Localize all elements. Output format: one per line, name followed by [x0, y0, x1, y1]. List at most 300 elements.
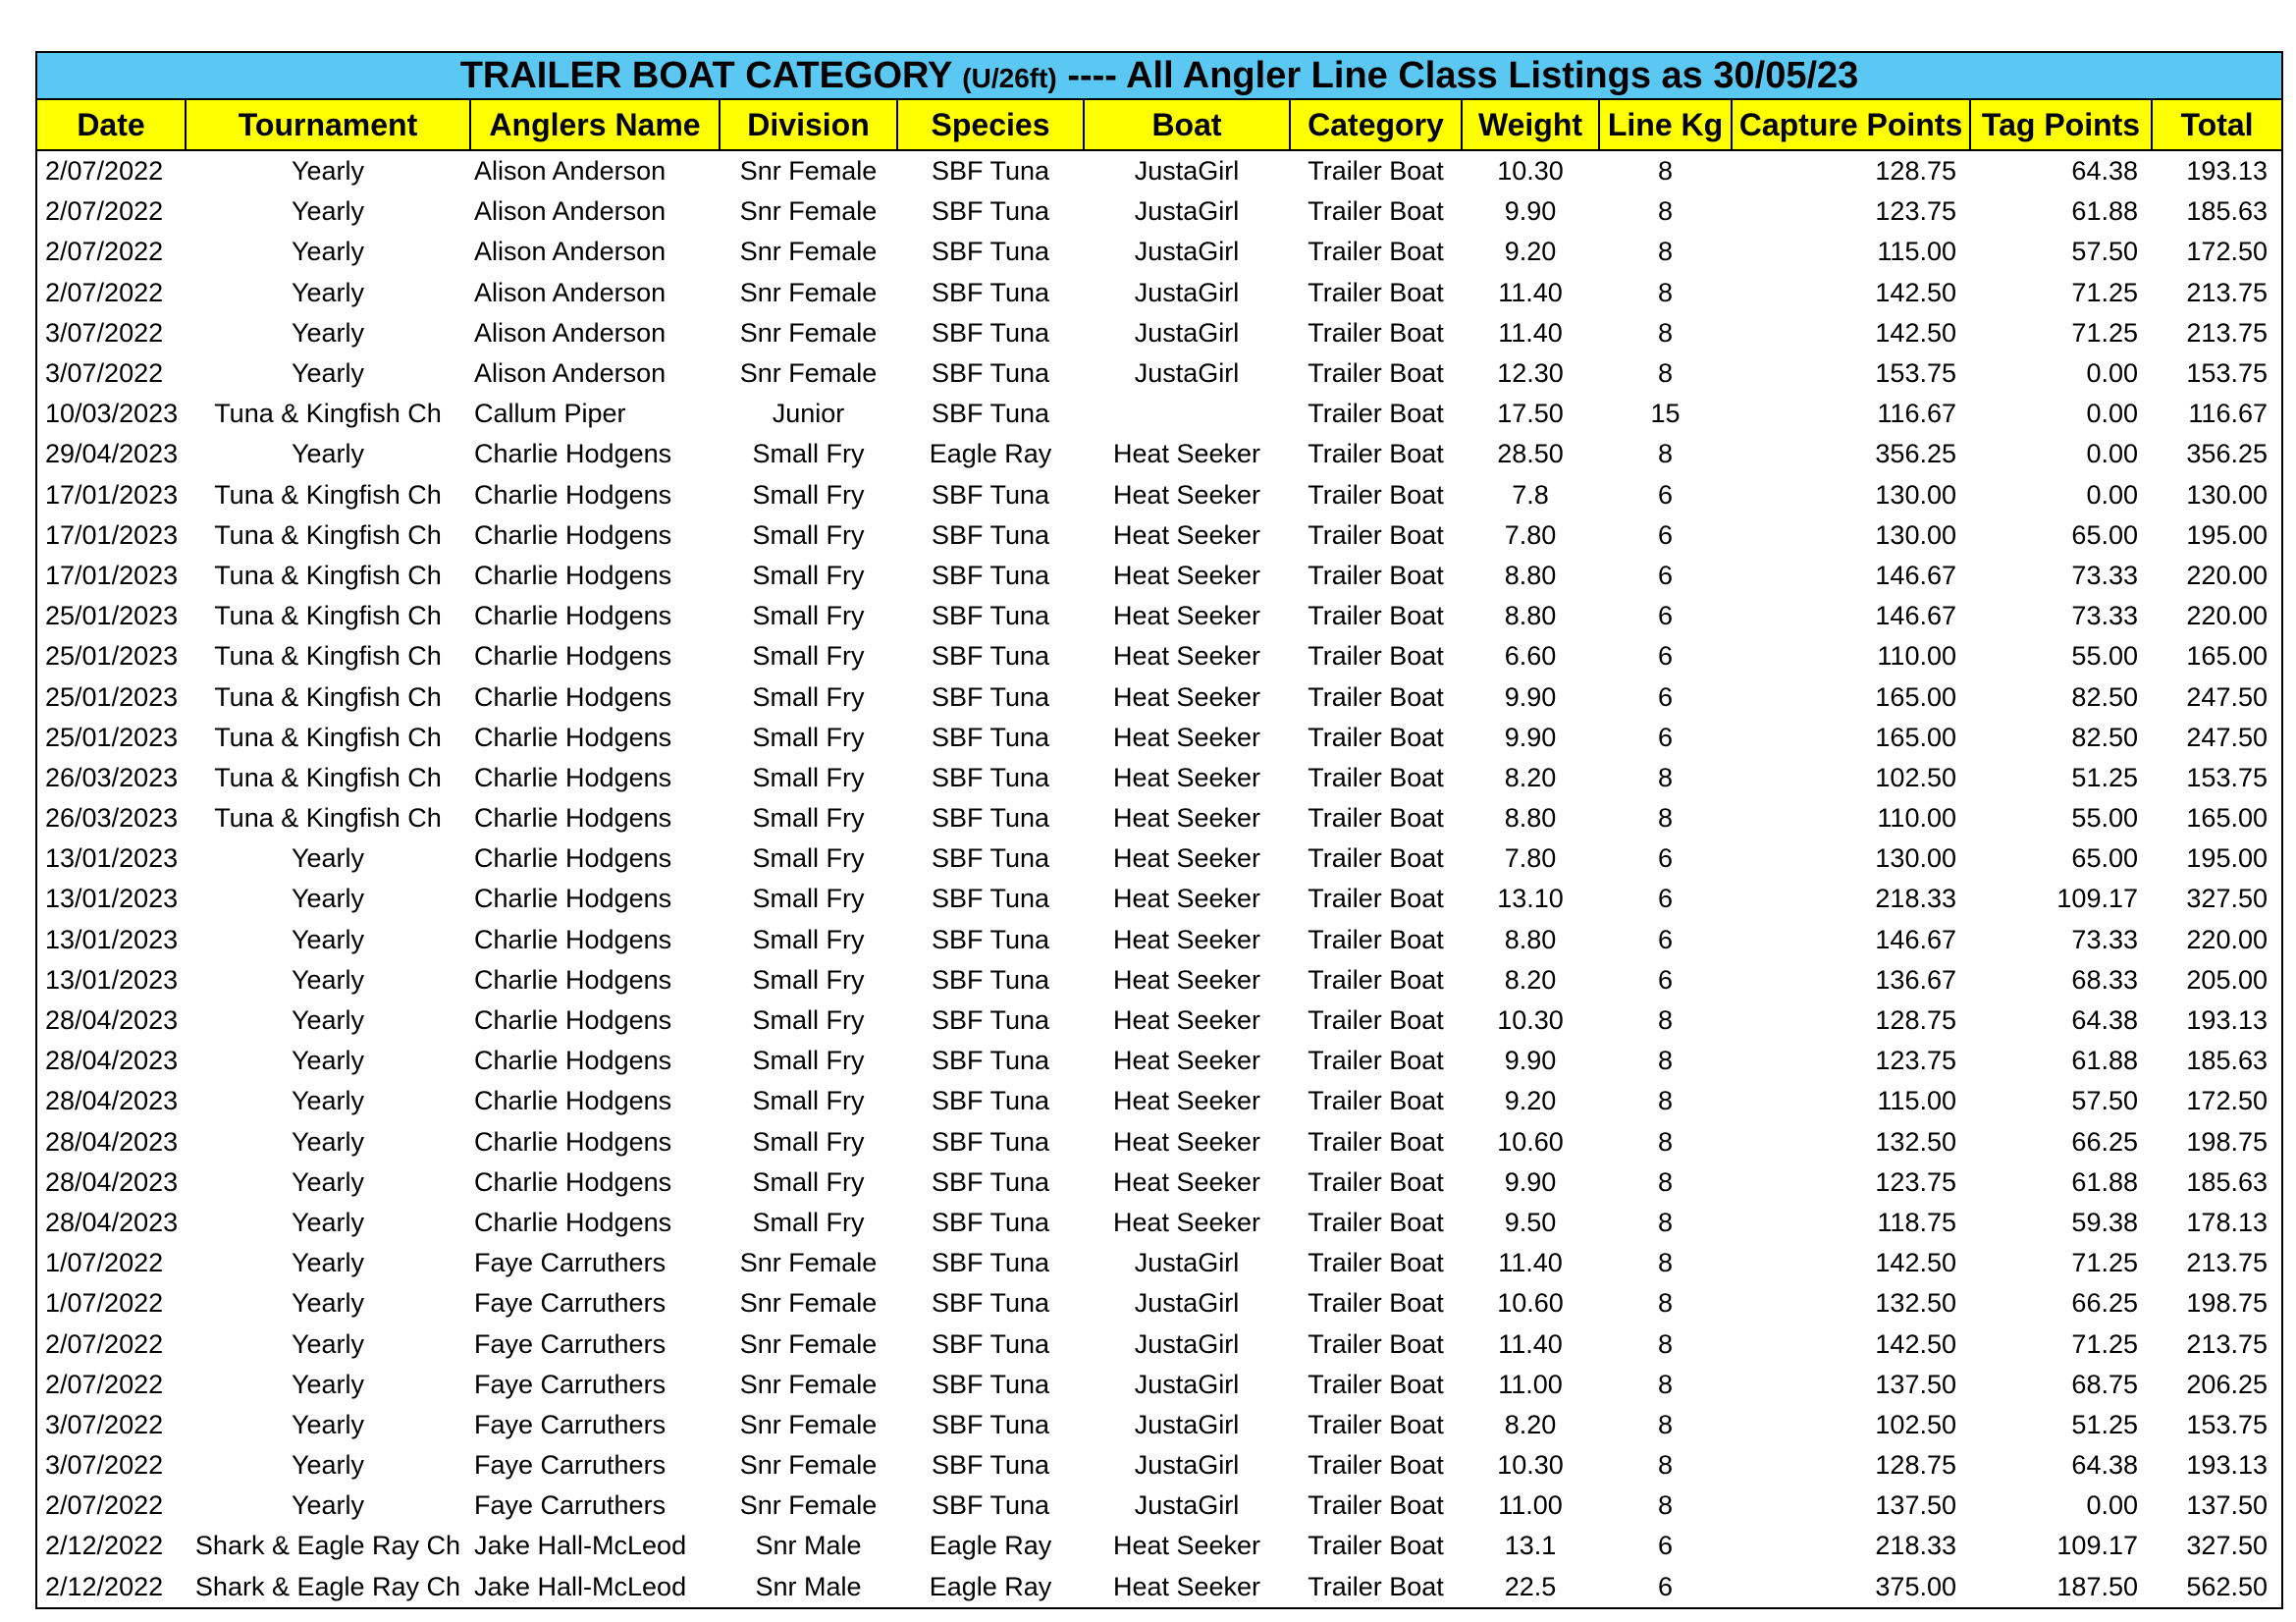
tournament-cell: Yearly [291, 1207, 365, 1237]
tournament-cell: Yearly [291, 1005, 365, 1036]
total-cell: 193.13 [2186, 1450, 2268, 1481]
capture-points-cell: 165.00 [1875, 681, 1956, 712]
angler-name-cell: Alison Anderson [474, 196, 667, 227]
boat-cell: Heat Seeker [1112, 601, 1261, 631]
tournament-cell: Yearly [291, 317, 365, 348]
species-cell: SBF Tuna [931, 1248, 1050, 1278]
angler-name-cell: Charlie Hodgens [474, 1126, 672, 1157]
tournament-cell: Tuna & Kingfish Ch [214, 479, 442, 510]
date-cell: 29/04/2023 [45, 439, 179, 469]
division-cell: Snr Female [739, 277, 878, 307]
title-suffix: ---- All Angler Line Class Listings as 30/05/23 [1067, 55, 1859, 96]
division-cell: Snr Female [739, 1369, 878, 1399]
line-kg-cell: 15 [1650, 399, 1681, 429]
angler-name-cell: Faye Carruthers [474, 1369, 667, 1399]
weight-cell: 8.80 [1504, 803, 1557, 834]
weight-cell: 9.90 [1504, 681, 1557, 712]
total-cell: 116.67 [2188, 399, 2268, 429]
tournament-cell: Yearly [291, 1409, 365, 1439]
weight-cell: 28.50 [1497, 439, 1564, 469]
weight-cell: 10.30 [1497, 1005, 1564, 1036]
category-cell: Trailer Boat [1308, 439, 1444, 469]
weight-cell: 10.30 [1497, 156, 1564, 187]
weight-cell: 8.20 [1504, 964, 1557, 995]
boat-cell: JustaGirl [1134, 1248, 1240, 1278]
capture-points-cell: 218.33 [1875, 884, 1956, 914]
species-cell: SBF Tuna [931, 560, 1050, 590]
category-cell: Trailer Boat [1308, 1450, 1444, 1481]
table-row [37, 676, 2281, 717]
date-cell: 3/07/2022 [45, 317, 164, 348]
species-cell: SBF Tuna [931, 479, 1050, 510]
table-row [37, 353, 2281, 394]
category-cell: Trailer Boat [1308, 722, 1444, 752]
table-row [37, 1203, 2281, 1243]
boat-cell: Heat Seeker [1112, 1046, 1261, 1076]
boat-cell: Heat Seeker [1112, 560, 1261, 590]
angler-name-cell: Charlie Hodgens [474, 762, 672, 792]
boat-cell: Heat Seeker [1112, 803, 1261, 834]
tag-points-cell: 64.38 [2071, 1005, 2138, 1036]
capture-points-cell: 142.50 [1875, 277, 1956, 307]
capture-points-cell: 146.67 [1875, 560, 1956, 590]
capture-points-cell: 123.75 [1875, 196, 1956, 227]
capture-points-cell: 146.67 [1875, 924, 1956, 954]
weight-cell: 9.90 [1504, 722, 1557, 752]
line-kg-cell: 8 [1657, 237, 1674, 267]
species-cell: SBF Tuna [931, 843, 1050, 874]
tournament-cell: Tuna & Kingfish Ch [214, 560, 442, 590]
category-cell: Trailer Boat [1308, 601, 1444, 631]
division-cell: Snr Female [739, 317, 878, 348]
capture-points-cell: 153.75 [1875, 358, 1956, 389]
capture-points-cell: 218.33 [1875, 1531, 1956, 1561]
species-cell: SBF Tuna [931, 237, 1050, 267]
angler-name-cell: Alison Anderson [474, 237, 667, 267]
boat-cell: Heat Seeker [1112, 641, 1261, 672]
tag-points-cell: 82.50 [2071, 681, 2138, 712]
division-cell: Snr Female [739, 196, 878, 227]
angler-name-cell: Alison Anderson [474, 156, 667, 187]
category-cell: Trailer Boat [1308, 358, 1444, 389]
weight-cell: 8.20 [1504, 762, 1557, 792]
total-cell: 206.25 [2186, 1369, 2268, 1399]
total-cell: 356.25 [2186, 439, 2268, 469]
tag-points-cell: 109.17 [2056, 1531, 2138, 1561]
table-row [37, 636, 2281, 676]
species-cell: SBF Tuna [931, 641, 1050, 672]
division-cell: Snr Female [739, 1288, 878, 1319]
angler-name-cell: Faye Carruthers [474, 1409, 667, 1439]
tag-points-cell: 64.38 [2071, 156, 2138, 187]
weight-cell: 7.80 [1504, 843, 1557, 874]
line-kg-cell: 8 [1657, 1166, 1674, 1197]
total-cell: 220.00 [2186, 601, 2268, 631]
tournament-cell: Yearly [291, 1248, 365, 1278]
division-cell: Snr Female [739, 156, 878, 187]
category-cell: Trailer Boat [1308, 1409, 1444, 1439]
line-kg-cell: 6 [1657, 924, 1674, 954]
species-cell: SBF Tuna [931, 1409, 1050, 1439]
tournament-cell: Yearly [291, 439, 365, 469]
tournament-cell: Yearly [291, 1369, 365, 1399]
capture-points-cell: 116.67 [1877, 399, 1956, 429]
category-cell: Trailer Boat [1308, 519, 1444, 550]
table-row [37, 232, 2281, 272]
total-cell: 153.75 [2186, 762, 2268, 792]
division-cell: Small Fry [752, 560, 865, 590]
boat-cell: Heat Seeker [1112, 762, 1261, 792]
listing-sheet [35, 51, 2283, 1609]
tournament-cell: Yearly [291, 1450, 365, 1481]
total-cell: 172.50 [2186, 1086, 2268, 1116]
division-cell: Small Fry [752, 1005, 865, 1036]
tag-points-cell: 0.00 [2086, 1490, 2138, 1521]
date-cell: 13/01/2023 [45, 964, 179, 995]
tag-points-cell: 68.75 [2071, 1369, 2138, 1399]
total-cell: 213.75 [2186, 317, 2268, 348]
date-cell: 2/07/2022 [45, 237, 164, 267]
date-cell: 28/04/2023 [45, 1207, 179, 1237]
table-row [37, 394, 2281, 434]
capture-points-cell: 356.25 [1875, 439, 1956, 469]
boat-cell: JustaGirl [1134, 317, 1240, 348]
boat-cell: JustaGirl [1134, 1450, 1240, 1481]
tag-points-cell: 73.33 [2071, 560, 2138, 590]
line-kg-cell: 6 [1657, 601, 1674, 631]
tournament-cell: Tuna & Kingfish Ch [214, 803, 442, 834]
capture-points-cell: 102.50 [1875, 762, 1956, 792]
tag-points-cell: 65.00 [2071, 519, 2138, 550]
weight-cell: 8.80 [1504, 601, 1557, 631]
boat-cell: Heat Seeker [1112, 884, 1261, 914]
date-cell: 28/04/2023 [45, 1046, 179, 1076]
angler-name-cell: Faye Carruthers [474, 1328, 667, 1359]
tournament-cell: Yearly [291, 1490, 365, 1521]
date-cell: 26/03/2023 [45, 762, 179, 792]
capture-points-cell: 375.00 [1875, 1571, 1956, 1601]
col-header-species: Species [897, 100, 1084, 150]
capture-points-cell: 142.50 [1875, 317, 1956, 348]
table-row [37, 1365, 2281, 1405]
category-cell: Trailer Boat [1308, 560, 1444, 590]
col-header-tag-points: Tag Points [1970, 100, 2152, 150]
angler-name-cell: Charlie Hodgens [474, 479, 672, 510]
tag-points-cell: 73.33 [2071, 924, 2138, 954]
species-cell: SBF Tuna [931, 519, 1050, 550]
weight-cell: 11.00 [1498, 1490, 1563, 1521]
tag-points-cell: 61.88 [2071, 1166, 2138, 1197]
tournament-cell: Shark & Eagle Ray Ch [194, 1571, 461, 1601]
date-cell: 2/07/2022 [45, 1490, 164, 1521]
category-cell: Trailer Boat [1308, 1086, 1444, 1116]
col-header-tournament: Tournament [186, 100, 470, 150]
tag-points-cell: 109.17 [2056, 884, 2138, 914]
species-cell: SBF Tuna [931, 1490, 1050, 1521]
angler-name-cell: Charlie Hodgens [474, 843, 672, 874]
table-row [37, 758, 2281, 798]
capture-points-cell: 130.00 [1875, 479, 1956, 510]
tournament-cell: Yearly [291, 277, 365, 307]
tag-points-cell: 65.00 [2071, 843, 2138, 874]
species-cell: Eagle Ray [929, 1571, 1052, 1601]
total-cell: 137.50 [2186, 1490, 2268, 1521]
date-cell: 28/04/2023 [45, 1126, 179, 1157]
table-row [37, 1324, 2281, 1364]
angler-name-cell: Charlie Hodgens [474, 641, 672, 672]
tag-points-cell: 59.38 [2071, 1207, 2138, 1237]
angler-name-cell: Alison Anderson [474, 277, 667, 307]
boat-cell: Heat Seeker [1112, 924, 1261, 954]
table-row [37, 1243, 2281, 1283]
capture-points-cell: 132.50 [1875, 1126, 1956, 1157]
category-cell: Trailer Boat [1308, 1571, 1444, 1601]
date-cell: 13/01/2023 [45, 924, 179, 954]
angler-name-cell: Charlie Hodgens [474, 1046, 672, 1076]
table-row [37, 1283, 2281, 1324]
date-cell: 3/07/2022 [45, 1409, 164, 1439]
table-row [37, 515, 2281, 556]
weight-cell: 12.30 [1497, 358, 1564, 389]
line-kg-cell: 8 [1657, 277, 1674, 307]
date-cell: 2/07/2022 [45, 196, 164, 227]
angler-name-cell: Charlie Hodgens [474, 681, 672, 712]
capture-points-cell: 142.50 [1875, 1328, 1956, 1359]
capture-points-cell: 130.00 [1875, 519, 1956, 550]
date-cell: 3/07/2022 [45, 358, 164, 389]
table-row [37, 556, 2281, 596]
table-row [37, 798, 2281, 838]
date-cell: 13/01/2023 [45, 843, 179, 874]
species-cell: SBF Tuna [931, 722, 1050, 752]
date-cell: 25/01/2023 [45, 601, 179, 631]
table-row [37, 1122, 2281, 1162]
division-cell: Small Fry [752, 1046, 865, 1076]
angler-name-cell: Callum Piper [474, 399, 626, 429]
line-kg-cell: 6 [1657, 479, 1674, 510]
tournament-cell: Tuna & Kingfish Ch [214, 641, 442, 672]
division-cell: Snr Female [739, 1328, 878, 1359]
total-cell: 185.63 [2186, 196, 2268, 227]
division-cell: Small Fry [752, 964, 865, 995]
total-cell: 195.00 [2186, 519, 2268, 550]
line-kg-cell: 8 [1657, 1450, 1674, 1481]
line-kg-cell: 6 [1657, 964, 1674, 995]
tag-points-cell: 71.25 [2071, 1328, 2138, 1359]
category-cell: Trailer Boat [1308, 277, 1444, 307]
category-cell: Trailer Boat [1308, 156, 1444, 187]
date-cell: 28/04/2023 [45, 1086, 179, 1116]
date-cell: 10/03/2023 [45, 399, 179, 429]
total-cell: 213.75 [2186, 1248, 2268, 1278]
species-cell: SBF Tuna [931, 277, 1050, 307]
species-cell: Eagle Ray [929, 439, 1052, 469]
total-cell: 178.13 [2186, 1207, 2268, 1237]
species-cell: SBF Tuna [931, 1086, 1050, 1116]
species-cell: Eagle Ray [929, 1531, 1052, 1561]
tournament-cell: Tuna & Kingfish Ch [214, 399, 442, 429]
tag-points-cell: 51.25 [2071, 762, 2138, 792]
tournament-cell: Shark & Eagle Ray Ch [194, 1531, 461, 1561]
tournament-cell: Yearly [291, 884, 365, 914]
division-cell: Snr Female [739, 358, 878, 389]
line-kg-cell: 6 [1657, 560, 1674, 590]
angler-name-cell: Faye Carruthers [474, 1450, 667, 1481]
line-kg-cell: 8 [1657, 1248, 1674, 1278]
table-row [37, 1567, 2281, 1607]
angler-name-cell: Charlie Hodgens [474, 803, 672, 834]
tournament-cell: Tuna & Kingfish Ch [214, 519, 442, 550]
category-cell: Trailer Boat [1308, 317, 1444, 348]
division-cell: Small Fry [752, 1166, 865, 1197]
category-cell: Trailer Boat [1308, 1166, 1444, 1197]
total-cell: 193.13 [2186, 1005, 2268, 1036]
capture-points-cell: 146.67 [1875, 601, 1956, 631]
date-cell: 25/01/2023 [45, 722, 179, 752]
date-cell: 25/01/2023 [45, 641, 179, 672]
table-body [37, 150, 2281, 1607]
species-cell: SBF Tuna [931, 1005, 1050, 1036]
line-kg-cell: 8 [1657, 1288, 1674, 1319]
date-cell: 1/07/2022 [45, 1288, 164, 1319]
date-cell: 17/01/2023 [45, 479, 179, 510]
capture-points-cell: 142.50 [1875, 1248, 1956, 1278]
tag-points-cell: 57.50 [2071, 1086, 2138, 1116]
species-cell: SBF Tuna [931, 924, 1050, 954]
division-cell: Small Fry [752, 924, 865, 954]
category-cell: Trailer Boat [1308, 641, 1444, 672]
angler-name-cell: Charlie Hodgens [474, 560, 672, 590]
weight-cell: 11.40 [1498, 1328, 1563, 1359]
total-cell: 247.50 [2186, 722, 2268, 752]
category-cell: Trailer Boat [1308, 1248, 1444, 1278]
weight-cell: 9.20 [1504, 1086, 1557, 1116]
tag-points-cell: 0.00 [2086, 479, 2138, 510]
table-row [37, 1526, 2281, 1566]
angler-name-cell: Charlie Hodgens [474, 1086, 672, 1116]
boat-cell: Heat Seeker [1112, 964, 1261, 995]
col-header-date: Date [37, 100, 186, 150]
category-cell: Trailer Boat [1308, 964, 1444, 995]
total-cell: 562.50 [2186, 1571, 2268, 1601]
line-kg-cell: 6 [1657, 519, 1674, 550]
boat-cell: JustaGirl [1134, 1409, 1240, 1439]
tag-points-cell: 0.00 [2086, 399, 2138, 429]
table-row [37, 273, 2281, 313]
category-cell: Trailer Boat [1308, 803, 1444, 834]
weight-cell: 10.60 [1497, 1288, 1564, 1319]
tag-points-cell: 55.00 [2071, 641, 2138, 672]
angler-name-cell: Charlie Hodgens [474, 439, 672, 469]
header-row [37, 100, 2281, 150]
capture-points-cell: 132.50 [1875, 1288, 1956, 1319]
date-cell: 25/01/2023 [45, 681, 179, 712]
date-cell: 2/07/2022 [45, 156, 164, 187]
total-cell: 247.50 [2186, 681, 2268, 712]
species-cell: SBF Tuna [931, 1288, 1050, 1319]
weight-cell: 10.60 [1497, 1126, 1564, 1157]
boat-cell: Heat Seeker [1112, 479, 1261, 510]
angler-name-cell: Charlie Hodgens [474, 1166, 672, 1197]
line-kg-cell: 8 [1657, 1369, 1674, 1399]
tag-points-cell: 61.88 [2071, 196, 2138, 227]
species-cell: SBF Tuna [931, 1369, 1050, 1399]
tournament-cell: Yearly [291, 964, 365, 995]
tournament-cell: Yearly [291, 196, 365, 227]
species-cell: SBF Tuna [931, 1166, 1050, 1197]
table-row [37, 596, 2281, 636]
total-cell: 213.75 [2186, 277, 2268, 307]
weight-cell: 11.00 [1498, 1369, 1563, 1399]
boat-cell: JustaGirl [1134, 1490, 1240, 1521]
tag-points-cell: 64.38 [2071, 1450, 2138, 1481]
species-cell: SBF Tuna [931, 358, 1050, 389]
angler-name-cell: Charlie Hodgens [474, 601, 672, 631]
angler-name-cell: Faye Carruthers [474, 1288, 667, 1319]
table-row [37, 475, 2281, 515]
total-cell: 198.75 [2186, 1126, 2268, 1157]
date-cell: 2/12/2022 [45, 1531, 164, 1561]
total-cell: 205.00 [2186, 964, 2268, 995]
capture-points-cell: 110.00 [1877, 641, 1956, 672]
division-cell: Junior [772, 399, 845, 429]
angler-name-cell: Charlie Hodgens [474, 722, 672, 752]
tournament-cell: Yearly [291, 1046, 365, 1076]
species-cell: SBF Tuna [931, 884, 1050, 914]
division-cell: Small Fry [752, 439, 865, 469]
col-header-capture-points: Capture Points [1732, 100, 1970, 150]
species-cell: SBF Tuna [931, 681, 1050, 712]
weight-cell: 8.80 [1504, 560, 1557, 590]
division-cell: Snr Female [739, 1248, 878, 1278]
category-cell: Trailer Boat [1308, 196, 1444, 227]
weight-cell: 17.50 [1497, 399, 1564, 429]
category-cell: Trailer Boat [1308, 237, 1444, 267]
weight-cell: 13.10 [1497, 884, 1564, 914]
boat-cell: Heat Seeker [1112, 1086, 1261, 1116]
date-cell: 17/01/2023 [45, 560, 179, 590]
date-cell: 28/04/2023 [45, 1005, 179, 1036]
weight-cell: 8.80 [1504, 924, 1557, 954]
division-cell: Small Fry [752, 479, 865, 510]
line-kg-cell: 8 [1657, 358, 1674, 389]
col-header-boat: Boat [1084, 100, 1290, 150]
date-cell: 26/03/2023 [45, 803, 179, 834]
division-cell: Small Fry [752, 641, 865, 672]
angler-name-cell: Charlie Hodgens [474, 964, 672, 995]
total-cell: 195.00 [2186, 843, 2268, 874]
line-kg-cell: 8 [1657, 1086, 1674, 1116]
title-subtitle: (U/26ft) [962, 63, 1057, 93]
table-row [37, 1041, 2281, 1081]
table-row [37, 191, 2281, 232]
boat-cell: JustaGirl [1134, 237, 1240, 267]
category-cell: Trailer Boat [1308, 1369, 1444, 1399]
species-cell: SBF Tuna [931, 601, 1050, 631]
division-cell: Small Fry [752, 519, 865, 550]
capture-points-cell: 165.00 [1875, 722, 1956, 752]
col-header-weight: Weight [1462, 100, 1599, 150]
division-cell: Small Fry [752, 884, 865, 914]
tag-points-cell: 57.50 [2071, 237, 2138, 267]
capture-points-cell: 118.75 [1877, 1207, 1956, 1237]
table-row [37, 838, 2281, 879]
date-cell: 2/07/2022 [45, 277, 164, 307]
category-cell: Trailer Boat [1308, 399, 1444, 429]
line-kg-cell: 6 [1657, 641, 1674, 672]
boat-cell: Heat Seeker [1112, 722, 1261, 752]
capture-points-cell: 130.00 [1875, 843, 1956, 874]
